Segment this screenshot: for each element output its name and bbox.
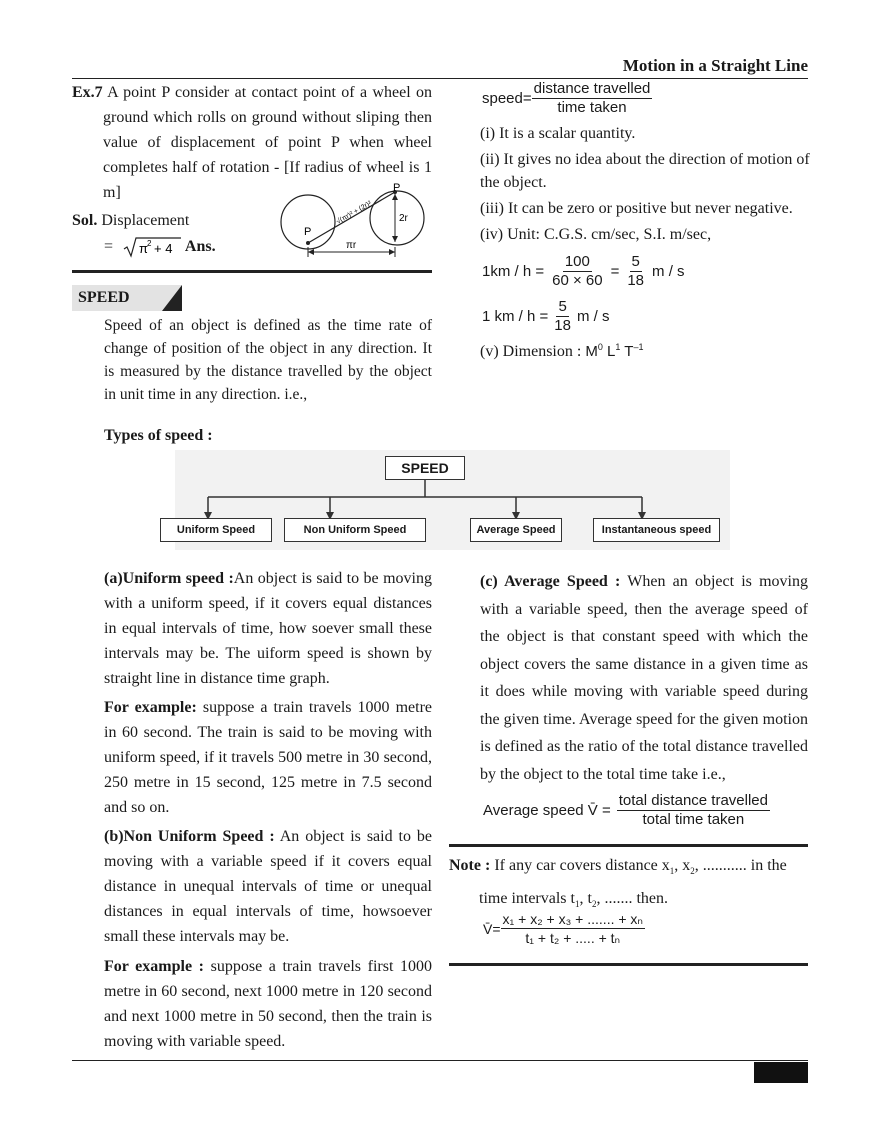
label-p-end: P [393, 182, 401, 194]
wheel-start-circle [281, 195, 335, 249]
solution-line [72, 208, 189, 233]
speed-formula-fraction [532, 80, 653, 117]
tree-root: SPEED [385, 456, 465, 480]
conversion-2-den: 18 [554, 317, 571, 334]
nonuniform-example [104, 954, 432, 1054]
wheel-diagram [278, 180, 433, 260]
average-speed-formula [483, 792, 770, 829]
svg-text:2: 2 [147, 239, 152, 249]
label-base: πr [346, 240, 357, 251]
conversion-1-den: 60 × 60 [552, 272, 603, 289]
diameter-arrowhead-bottom [392, 236, 398, 242]
tree-node-nonuniform: Non Uniform Speed [284, 518, 426, 542]
property-item: (iv) Unit: C.G.S. cm/sec, S.I. m/sec, [480, 226, 712, 243]
uniform-example-text: suppose a train travels 1000 metre in 60 second. The train is said to be moving with uniform speed, if it travels 500 metre in 30 second, 250 metre in 15 second, 125 metre in 7.5 second and so on. [104, 699, 433, 816]
dimension-value: $M^0$ $L^1$ $T^{-1}$ [585, 342, 644, 360]
speed-heading: SPEED [78, 289, 130, 306]
uniform-speed-label: (a)Uniform speed : [104, 570, 234, 587]
conversion-1-fraction-2 [625, 253, 646, 290]
sqrt-symbol-icon [123, 236, 181, 258]
page-number-block [754, 1062, 808, 1083]
tree-node-average: Average Speed [470, 518, 562, 542]
conversion-1-den2: 18 [627, 272, 645, 289]
note-block: Note : If any car covers distance $x_1$, $x_2$, ........... in the time intervals $t_1$, $t_2$, ....... then. [449, 857, 787, 910]
conversion-2-lhs: 1 km / h = [482, 308, 549, 325]
solution-text: Displacement [101, 212, 190, 229]
conversion-1-num: 100 [564, 253, 590, 270]
speed-heading-box [72, 285, 182, 311]
nonuniform-example-text: suppose a train travels first 1000 metre in 60 second, next 1000 metre in 120 second and next 1000 metre in 50 second, then the train is moving with variable speed. [104, 958, 433, 1050]
dimension-label: (v) Dimension : [480, 343, 582, 360]
average-formula-fraction [617, 792, 770, 829]
note-top-rule [449, 844, 808, 847]
average-speed-paragraph [480, 568, 808, 788]
speed-formula-num: distance travelled [533, 80, 651, 97]
average-formula-den: total time taken [642, 811, 745, 828]
note-formula-num: x₁ + x₂ + x₃ + ....... + xₙ [502, 911, 644, 927]
conversion-2-unit: m / s [576, 308, 610, 325]
tree-node-instantaneous: Instantaneous speed [593, 518, 720, 542]
base-arrowhead-right [389, 249, 395, 255]
example-label: Ex.7 [72, 84, 103, 101]
average-formula-num: total distance travelled [618, 792, 768, 809]
speed-properties [480, 122, 810, 246]
note-bottom-rule [449, 963, 808, 966]
property-item: (i) It is a scalar quantity. [480, 125, 636, 142]
speed-definition: Speed of an object is defined as the time rate of change of position of the object in any direction. It is measured by the distance travelled by the object in unit time in any direction. i.e., [104, 317, 432, 403]
example-separator [72, 270, 432, 273]
diameter-arrowhead-top [392, 194, 398, 200]
speed-formula [482, 80, 652, 117]
answer-suffix: Ans. [184, 238, 216, 255]
speed-formula-den: time taken [557, 99, 627, 116]
note-formula-lhs: V̄= [483, 920, 501, 937]
svg-text:+ 4: + 4 [154, 241, 173, 257]
uniform-speed-text: An object is said to be moving with a uniform speed, if it covers equal distances in equal intervals of time, how soever small these intervals may be. The uiform speed is shown by straight line in distance time graph. [104, 570, 432, 687]
label-diameter: 2r [399, 213, 408, 224]
average-speed-label: (c) Average Speed : [480, 573, 621, 590]
conversion-1-num2: 5 [631, 253, 640, 270]
uniform-example-label: For example: [104, 699, 197, 716]
svg-text:π: π [139, 241, 149, 257]
average-formula-lhs: Average speed V̄ = [483, 802, 611, 819]
solution-label: Sol. [72, 212, 98, 229]
conversion-1 [482, 253, 685, 290]
heading-corner-icon [162, 285, 182, 311]
note-text-b: in the time intervals t [479, 857, 787, 908]
page-header-title: Motion in a Straight Line [622, 56, 808, 75]
conversion-2-num: 5 [558, 298, 567, 315]
footer-rule [72, 1060, 808, 1061]
example-question-text: A point P consider at contact point of a wheel on ground which rolls on ground without sliping then value of displacement of point P when wheel completes half of rotation - [If radius of wheel is 1 m] [103, 84, 432, 201]
conversion-2-fraction [552, 298, 573, 335]
solution-answer [104, 234, 216, 259]
dimension-line [480, 342, 643, 361]
note-label: Note : [449, 857, 491, 874]
tree-node-uniform: Uniform Speed [160, 518, 272, 542]
note-formula-fraction [501, 910, 646, 947]
note-text-c: then. [636, 890, 668, 908]
header-rule [72, 78, 808, 79]
property-item: (ii) It gives no idea about the direction of motion of the object. [480, 151, 810, 191]
nonuniform-speed-paragraph [104, 824, 432, 949]
note-text-a: If any car covers distance x [494, 857, 670, 874]
types-heading: Types of speed : [104, 427, 213, 444]
conversion-1-unit: m / s [652, 263, 685, 280]
answer-equals: = [104, 238, 114, 255]
conversion-1-lhs: 1km / h = [482, 263, 545, 280]
answer-sqrt [123, 238, 185, 257]
point-p-start [306, 241, 310, 245]
property-item: (iii) It can be zero or positive but never negative. [480, 200, 793, 217]
label-chord: √(πr)² + (2r)² [335, 200, 373, 226]
conversion-1-fraction [550, 253, 604, 290]
conversion-1-eq: = [610, 263, 620, 280]
uniform-example [104, 695, 432, 820]
nonuniform-speed-label: (b)Non Uniform Speed : [104, 828, 275, 845]
note-formula [483, 910, 645, 947]
base-arrowhead-left [308, 249, 314, 255]
label-p-start: P [304, 226, 312, 238]
conversion-2 [482, 298, 609, 335]
nonuniform-speed-text: An object is said to be moving with a variable speed if it covers equal distance in unequal intervals of time or unequal distances in equal intervals of time, howsoever small these intervals may be. [104, 828, 432, 945]
speed-formula-lhs: speed= [482, 90, 532, 107]
uniform-speed-paragraph [104, 566, 432, 691]
note-formula-den: t₁ + t₂ + ..... + tₙ [525, 930, 621, 946]
average-speed-text: When an object is moving with a variable speed, then the average speed of the object is that constant speed with which the object covers the same distance in a given time as it does while moving with variable speed during the given time. Average speed for the given motion is defined as the ratio of the total distance travelled by the object to the total time take i.e., [480, 573, 808, 783]
nonuniform-example-label: For example : [104, 958, 204, 975]
